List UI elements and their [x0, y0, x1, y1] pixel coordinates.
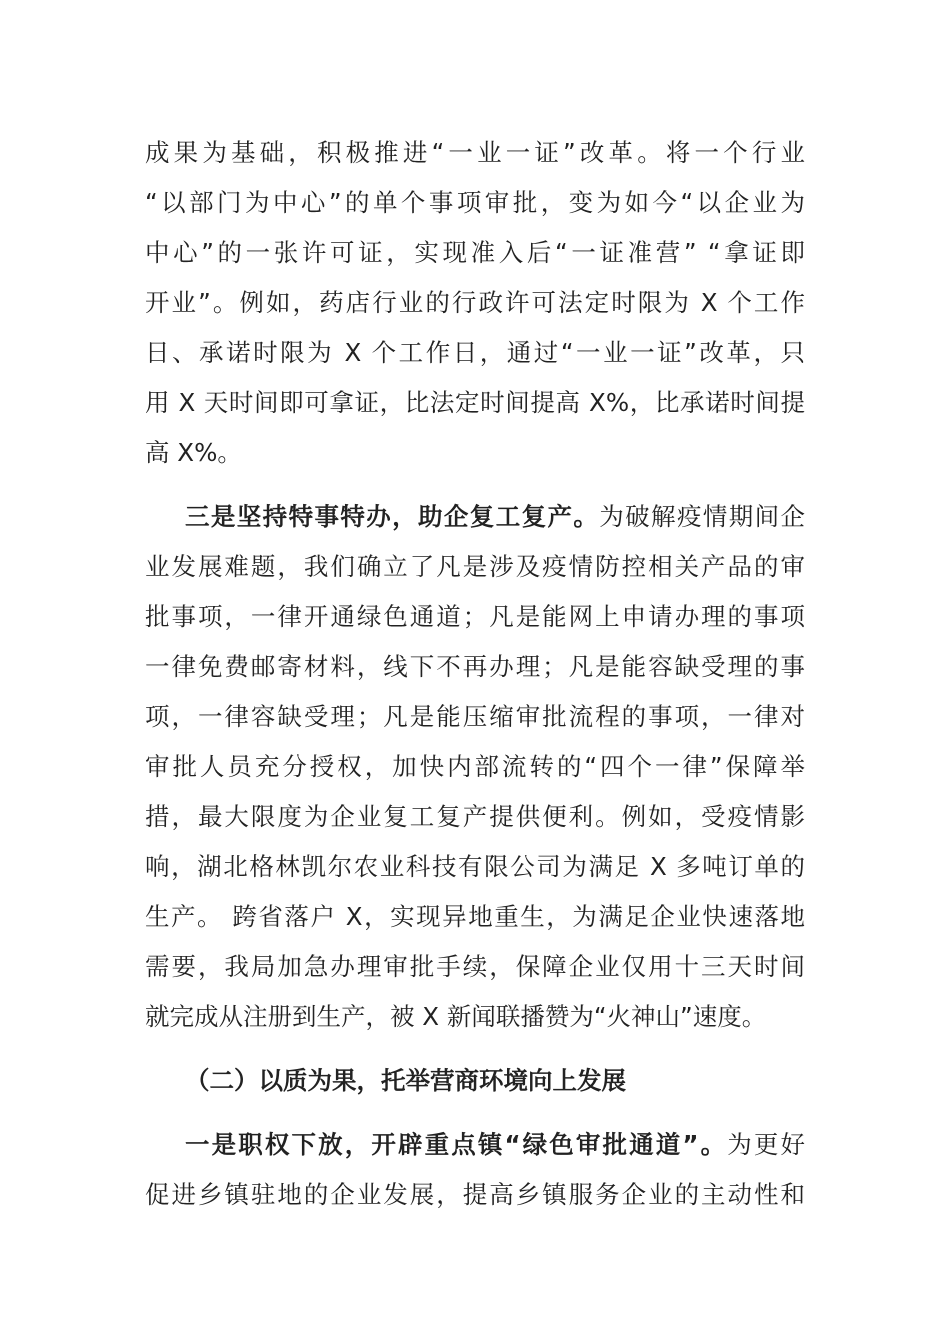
text-line: 促进乡镇驻地的企业发展，提高乡镇服务企业的主动性和: [145, 1180, 805, 1209]
text-line: 开业”。例如，药店行业的行政许可法定时限为 X 个工作: [145, 288, 805, 317]
text-line: 需要，我局加急办理审批手续，保障企业仅用十三天时间: [145, 952, 805, 981]
text-line: 就完成从注册到生产，被 X 新闻联播赞为“火神山”速度。: [145, 1002, 767, 1031]
text-line: 响，湖北格林凯尔农业科技有限公司为满足 X 多吨订单的: [145, 852, 805, 881]
text-line: 业发展难题，我们确立了凡是涉及疫情防控相关产品的审: [145, 552, 805, 581]
section-title: （二）以质为果，托举营商环境向上发展: [185, 1066, 626, 1095]
document-page: [145, 128, 805, 1220]
text-line: 审批人员充分授权，加快内部流转的“四个一律”保障举: [145, 752, 805, 781]
text-line: 用 X 天时间即可拿证，比法定时间提高 X%，比承诺时间提: [145, 388, 805, 417]
text-line: 高 X%。: [145, 438, 242, 467]
paragraph-first-line: [145, 1120, 805, 1170]
paragraph-first-line-text: 为更好: [727, 1130, 806, 1159]
paragraph-heading: 一是职权下放，开辟重点镇“绿色审批通道”。: [185, 1130, 728, 1159]
paragraph-special-handling: [145, 492, 805, 1042]
paragraph-first-line: [145, 492, 805, 542]
paragraph-gap: [145, 478, 805, 492]
text-line: 成果为基础，积极推进“一业一证”改革。将一个行业: [145, 138, 805, 167]
paragraph-first-line-text: 为破解疫情期间企: [599, 502, 806, 531]
text-line: 生产。 跨省落户 X，实现异地重生，为满足企业快速落地: [145, 902, 805, 931]
paragraph-gap: [145, 1106, 805, 1120]
text-line: 中心”的一张许可证，实现准入后“一证准营” “拿证即: [145, 238, 805, 267]
text-line: 项，一律容缺受理；凡是能压缩审批流程的事项，一律对: [145, 702, 805, 731]
text-line: 日、承诺时限为 X 个工作日，通过“一业一证”改革，只: [145, 338, 805, 367]
paragraph-heading: 三是坚持特事特办，助企复工复产。: [185, 502, 600, 531]
paragraph-decentralization: [145, 1120, 805, 1220]
text-line: 批事项，一律开通绿色通道；凡是能网上申请办理的事项: [145, 602, 805, 631]
text-line: “以部门为中心”的单个事项审批，变为如今“以企业为: [145, 188, 805, 217]
paragraph-gap: [145, 1042, 805, 1056]
text-line: 措，最大限度为企业复工复产提供便利。例如，受疫情影: [145, 802, 805, 831]
text-line: 一律免费邮寄材料，线下不再办理；凡是能容缺受理的事: [145, 652, 805, 681]
paragraph-one-industry-one-license: [145, 128, 805, 478]
